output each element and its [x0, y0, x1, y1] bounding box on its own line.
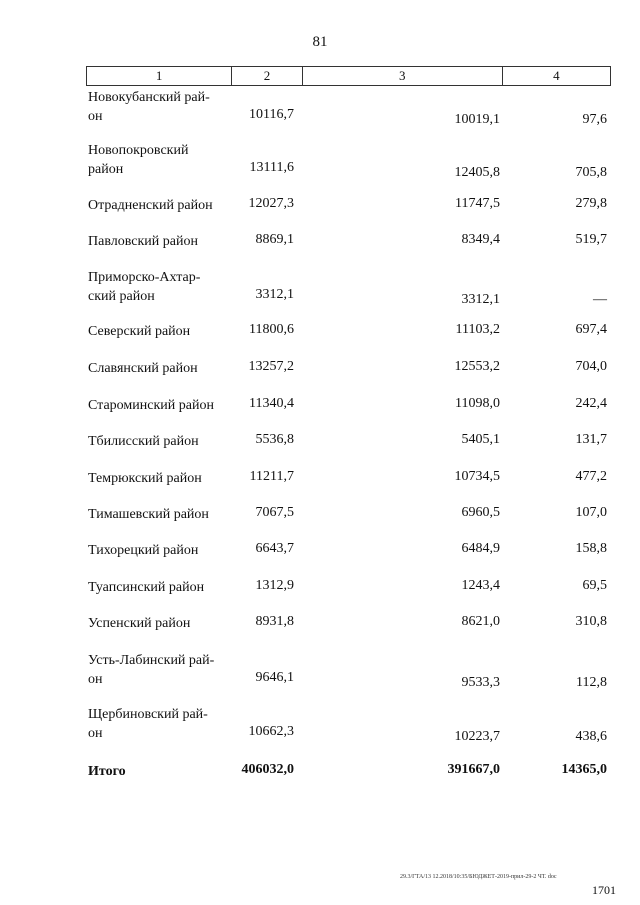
district-name: [88, 432, 228, 451]
district-name-line: Славянский район: [88, 361, 198, 376]
value-col-4: 519,7: [575, 232, 607, 247]
district-name-line: Новопокровский: [88, 143, 189, 158]
district-name-line: Отрадненский район: [88, 198, 213, 213]
value-col-3: 12553,2: [454, 359, 500, 374]
value-col-3: 10019,1: [454, 112, 500, 127]
value-col-3: 10223,7: [454, 729, 500, 744]
value-col-2: 11340,4: [249, 396, 294, 411]
district-name-line: район: [88, 162, 124, 177]
district-name-line: Приморско-Ахтар-: [88, 270, 201, 285]
footer-filepath: 29.3/ГТА/13 12.2018/10:35/БЮДЖЕТ-2019-прил-29-2 ЧТ. doc: [400, 874, 557, 880]
district-name-line: Щербиновский рай-: [88, 707, 208, 722]
district-name: [88, 505, 228, 524]
district-name-line: Усть-Лабинский рай-: [88, 653, 215, 668]
value-col-2: 8931,8: [255, 614, 294, 629]
district-name-line: Северский район: [88, 324, 191, 339]
value-col-4: 477,2: [575, 469, 607, 484]
district-name-line: Тимашевский район: [88, 507, 209, 522]
value-col-2: 3312,1: [255, 287, 294, 302]
page-number: 81: [312, 34, 328, 50]
district-name: [88, 469, 228, 488]
value-col-2: 6643,7: [255, 541, 294, 556]
district-name-line: Успенский район: [88, 616, 191, 631]
value-col-2: 7067,5: [255, 505, 294, 520]
district-name: [88, 232, 228, 251]
value-col-3: 11747,5: [455, 196, 500, 211]
value-col-2: 10662,3: [248, 724, 294, 739]
value-col-3: 10734,5: [454, 469, 500, 484]
table-header: [86, 66, 611, 86]
value-col-4: 69,5: [582, 578, 607, 593]
district-name: [88, 88, 228, 126]
total-col-3: 391667,0: [447, 762, 500, 777]
value-col-2: 12027,3: [248, 196, 294, 211]
header-col-1: 1: [87, 67, 232, 85]
district-name: [88, 396, 228, 415]
value-col-3: 1243,4: [461, 578, 500, 593]
value-col-3: 8349,4: [461, 232, 500, 247]
value-col-4: 242,4: [575, 396, 607, 411]
district-name-line: ский район: [88, 289, 155, 304]
district-name-line: он: [88, 726, 103, 741]
district-name: [88, 578, 228, 597]
district-name-line: Тихорецкий район: [88, 543, 199, 558]
value-col-3: 11103,2: [455, 322, 500, 337]
district-name: [88, 541, 228, 560]
value-col-4: —: [593, 292, 607, 307]
value-col-4: 97,6: [582, 112, 607, 127]
value-col-2: 11211,7: [249, 469, 294, 484]
district-name-line: Туапсинский район: [88, 580, 205, 595]
district-name-line: Темрюкский район: [88, 471, 202, 486]
value-col-3: 5405,1: [461, 432, 500, 447]
value-col-3: 12405,8: [454, 165, 500, 180]
header-col-2: 2: [232, 67, 303, 85]
value-col-4: 438,6: [575, 729, 607, 744]
value-col-2: 11800,6: [249, 322, 294, 337]
district-name: [88, 359, 228, 378]
value-col-2: 9646,1: [255, 670, 294, 685]
value-col-2: 10116,7: [249, 107, 294, 122]
total-col-2: 406032,0: [241, 762, 294, 777]
header-col-3: 3: [303, 67, 503, 85]
value-col-4: 704,0: [575, 359, 607, 374]
value-col-3: 9533,3: [461, 675, 500, 690]
value-col-4: 705,8: [575, 165, 607, 180]
district-name-line: Новокубанский рай-: [88, 90, 210, 105]
district-name-line: Павловский район: [88, 234, 198, 249]
header-col-4: 4: [553, 68, 560, 83]
value-col-4: 279,8: [575, 196, 607, 211]
district-name: [88, 268, 228, 306]
value-col-4: 697,4: [575, 322, 607, 337]
value-col-2: 1312,9: [255, 578, 294, 593]
value-col-3: 8621,0: [461, 614, 500, 629]
value-col-4: 310,8: [575, 614, 607, 629]
district-name: [88, 141, 228, 179]
value-col-3: 11098,0: [455, 396, 500, 411]
corner-mark: 1701: [592, 883, 616, 897]
total-label: Итого: [88, 764, 126, 779]
value-col-3: 6484,9: [461, 541, 500, 556]
district-name: [88, 651, 228, 689]
value-col-2: 5536,8: [255, 432, 294, 447]
district-name: [88, 196, 228, 215]
district-name-line: он: [88, 109, 103, 124]
district-name-line: он: [88, 672, 103, 687]
district-name-line: Староминский район: [88, 398, 214, 413]
value-col-2: 13111,6: [249, 160, 294, 175]
total-col-4: 14365,0: [561, 762, 607, 777]
district-name-line: Тбилисский район: [88, 434, 199, 449]
district-name: [88, 322, 228, 341]
value-col-3: 6960,5: [461, 505, 500, 520]
value-col-2: 13257,2: [248, 359, 294, 374]
district-name: [88, 705, 228, 743]
value-col-4: 107,0: [575, 505, 607, 520]
value-col-3: 3312,1: [461, 292, 500, 307]
value-col-4: 131,7: [575, 432, 607, 447]
district-name: [88, 614, 228, 633]
value-col-4: 112,8: [576, 675, 607, 690]
value-col-4: 158,8: [575, 541, 607, 556]
value-col-2: 8869,1: [255, 232, 294, 247]
